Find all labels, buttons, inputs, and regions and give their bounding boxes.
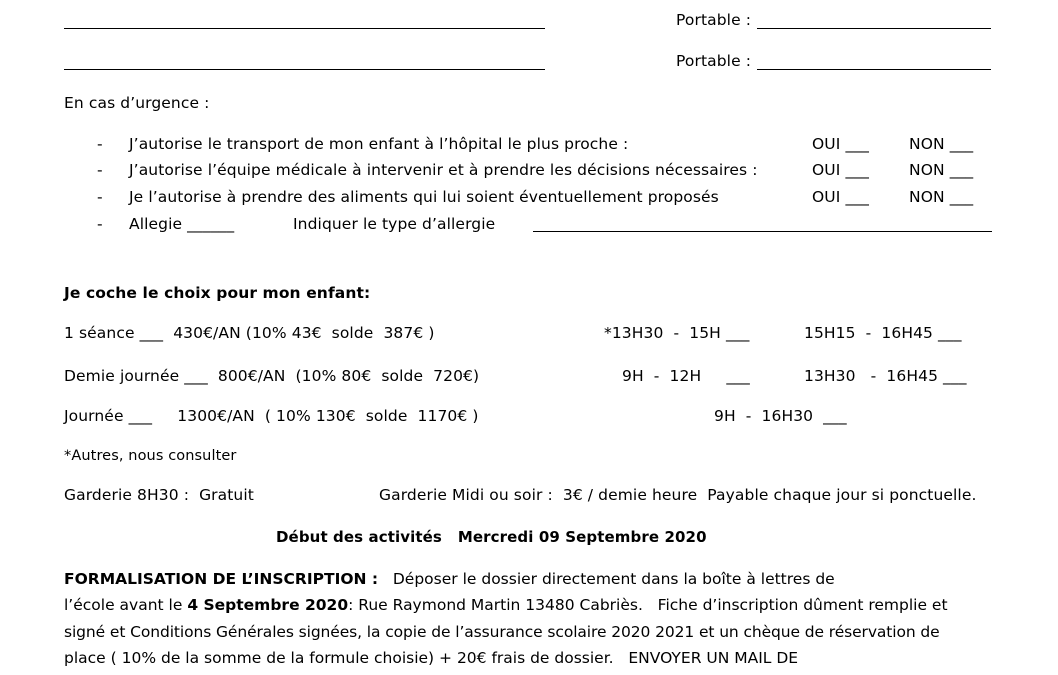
emergency-oui-transport[interactable]: OUI ___ xyxy=(812,135,869,153)
choice-note: *Autres, nous consulter xyxy=(64,448,237,464)
formalisation-heading: FORMALISATION DE L’INSCRIPTION : xyxy=(64,570,379,588)
choice-journee[interactable]: Journée ___ 1300€/AN ( 10% 130€ solde 1170€ ) xyxy=(64,407,479,425)
allergy-label[interactable]: Allegie ______ xyxy=(129,215,235,233)
emergency-non-medical[interactable]: NON ___ xyxy=(909,161,974,179)
choice-heading: Je coche le choix pour mon enfant: xyxy=(64,284,371,302)
emergency-item-medical: J’autorise l’équipe médicale à intervenir et à prendre les décisions nécessaires : xyxy=(129,161,758,179)
choice-demie-journee[interactable]: Demie journée ___ 800€/AN (10% 80€ solde 720€) xyxy=(64,367,480,385)
emergency-oui-food[interactable]: OUI ___ xyxy=(812,188,869,206)
formalisation-line2-a: l’école avant le xyxy=(64,596,188,614)
emergency-heading: En cas d’urgence : xyxy=(64,94,210,112)
emergency-item-food: Je l’autorise à prendre des aliments qui lui soient éventuellement proposés xyxy=(129,188,719,206)
choice-seance-slot1[interactable]: *13H30 - 15H ___ xyxy=(604,324,750,342)
emergency-non-food[interactable]: NON ___ xyxy=(909,188,974,206)
portable-label-1: Portable : xyxy=(676,11,752,29)
allergy-type-label: Indiquer le type d’allergie xyxy=(293,215,496,233)
contact-line-2[interactable] xyxy=(64,69,545,70)
emergency-oui-medical[interactable]: OUI ___ xyxy=(812,161,869,179)
contact-line-1[interactable] xyxy=(64,28,545,29)
portable-label-2: Portable : xyxy=(676,52,752,70)
formalisation-line2-b: : Rue Raymond Martin 13480 Cabriès. Fiche d’inscription dûment remplie et xyxy=(348,596,948,614)
emergency-non-transport[interactable]: NON ___ xyxy=(909,135,974,153)
formalisation-line-4: place ( 10% de la somme de la formule choisie) + 20€ frais de dossier. ENVOYER UN MAIL DE xyxy=(64,649,799,667)
start-date: Début des activités Mercredi 09 Septembre 2020 xyxy=(276,528,707,546)
allergy-type-line[interactable] xyxy=(533,231,992,232)
emergency-item-transport: J’autorise le transport de mon enfant à l’hôpital le plus proche : xyxy=(129,135,629,153)
deadline-date: 4 Septembre 2020 xyxy=(187,596,349,614)
portable-line-2[interactable] xyxy=(757,69,991,70)
portable-line-1[interactable] xyxy=(757,28,991,29)
allergy-dash: - xyxy=(97,215,103,233)
choice-seance[interactable]: 1 séance ___ 430€/AN (10% 43€ solde 387€ ) xyxy=(64,324,435,342)
emergency-dash-1: - xyxy=(97,135,103,153)
garderie-midi: Garderie Midi ou soir : 3€ / demie heure Payable chaque jour si ponctuelle. xyxy=(379,486,977,504)
choice-seance-slot2[interactable]: 15H15 - 16H45 ___ xyxy=(804,324,962,342)
choice-journee-slot1[interactable]: 9H - 16H30 ___ xyxy=(714,407,847,425)
formalisation-line-1 xyxy=(64,566,835,592)
emergency-dash-2: - xyxy=(97,161,103,179)
formalisation-line-3: signé et Conditions Générales signées, la copie de l’assurance scolaire 2020 2021 et un chèque de réservation de xyxy=(64,623,940,641)
garderie-morning: Garderie 8H30 : Gratuit xyxy=(64,486,254,504)
formalisation-line1-text: Déposer le dossier directement dans la boîte à lettres de xyxy=(378,570,835,588)
choice-demie-slot1[interactable]: 9H - 12H ___ xyxy=(622,367,750,385)
choice-demie-slot2[interactable]: 13H30 - 16H45 ___ xyxy=(804,367,967,385)
emergency-dash-3: - xyxy=(97,188,103,206)
formalisation-line-2 xyxy=(64,592,948,618)
